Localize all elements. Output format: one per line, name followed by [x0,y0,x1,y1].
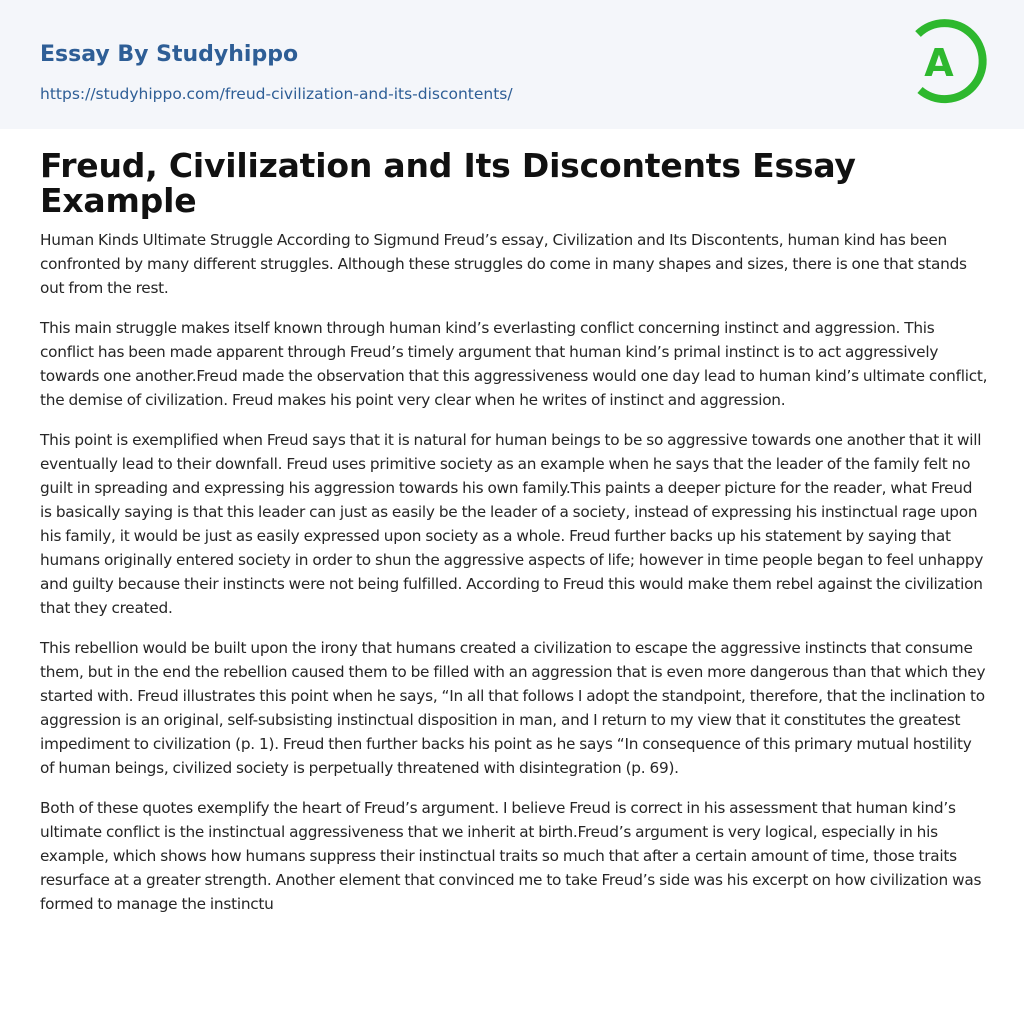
article [40,148,988,932]
article-paragraph-5: Both of these quotes exemplify the heart of Freud’s argument. I believe Freud is correct in his assessment that human kind’s ultimate conflict is the instinctual aggressiveness that we inherit at birth.Freud’s argument is very logical, especially in his example, which shows how humans suppress their instinctual traits so much that after a certain amount of time, those traits resurface at a greater strength. Another element that convinced me to take Freud’s side was his excerpt on how civilization was formed to manage the instinctu [40,799,982,913]
logo-letter: A [924,41,954,85]
page-url-link[interactable]: https://studyhippo.com/freud-civilization-and-its-discontents/ [40,85,513,103]
article-paragraph-2: This main struggle makes itself known through human kind’s everlasting conflict concerning instinct and aggression. This conflict has been made apparent through Freud’s timely argument that human kind’s primal instinct is to act aggressively towards one another.Freud made the observation that this aggressiveness would one day lead to human kind’s ultimate conflict, the demise of civilization. Freud makes his point very clear when he writes of instinct and aggression. [40,319,988,409]
studyhippo-logo-icon[interactable] [908,18,988,106]
article-paragraph-3: This point is exemplified when Freud says that it is natural for human beings to be so aggressive towards one another that it will eventually lead to their downfall. Freud uses primitive society as an example when he says that the leader of the family felt no guilt in spreading and expressing his aggression towards his own family.This paints a deeper picture for the reader, what Freud is basically saying is that this leader can just as easily be the leader of a society, instead of expressing his instinctual rage upon his family, it would be just as easily expressed upon society as a whole. Freud further backs up his statement by saying that humans originally entered society in order to shun the aggressive aspects of life; however in time people began to feel unhappy and guilty because their instincts were not being fulfilled. According to Freud this would make them rebel against the civilization that they created. [40,431,984,617]
article-paragraph-4: This rebellion would be built upon the irony that humans created a civilization to escape the aggressive instincts that consume them, but in the end the rebellion caused them to be filled with an aggression that is even more dangerous than that which they started with. Freud illustrates this point when he says, “In all that follows I adopt the standpoint, therefore, that the inclination to aggression is an original, self-subsisting instinctual disposition in man, and I return to my view that it constitutes the greatest impediment to civilization (p. 1). Freud then further backs his point as he says “In consequence of this primary mutual hostility of human beings, civilized society is perpetually threatened with disintegration (p. 69). [40,639,986,777]
site-brand[interactable]: Essay By Studyhippo [40,42,299,67]
article-title: Freud, Civilization and Its Discontents Essay Example [40,146,856,220]
article-paragraph-1: Human Kinds Ultimate Struggle According to Sigmund Freud’s essay, Civilization and Its Discontents, human kind has been confronted by many different struggles. Although these struggles do come in many shapes and sizes, there is one that stands out from the rest. [40,231,967,297]
site-header [0,0,1024,129]
